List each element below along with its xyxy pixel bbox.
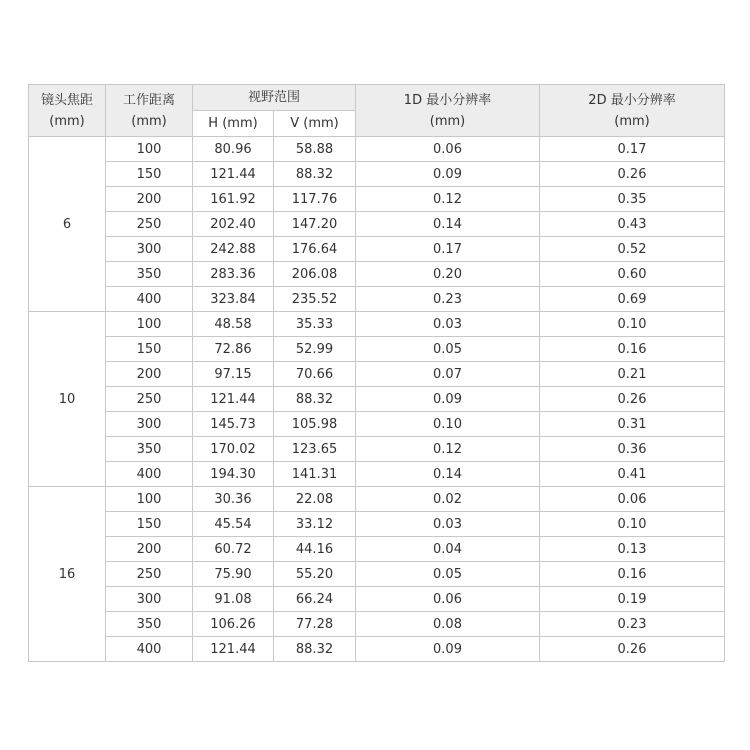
fov-h-cell: 48.58 <box>193 312 274 337</box>
header-focal-length-unit: (mm) <box>49 113 85 129</box>
res-2d-cell: 0.17 <box>540 137 725 162</box>
header-fov-vertical: V (mm) <box>274 111 356 137</box>
fov-v-cell: 35.33 <box>274 312 356 337</box>
res-1d-cell: 0.12 <box>356 437 540 462</box>
res-1d-cell: 0.14 <box>356 462 540 487</box>
fov-v-cell: 52.99 <box>274 337 356 362</box>
fov-h-cell: 170.02 <box>193 437 274 462</box>
table-row <box>29 512 725 537</box>
working-distance-cell: 400 <box>106 287 193 312</box>
fov-h-cell: 97.15 <box>193 362 274 387</box>
header-focal-length-label: 镜头焦距 <box>40 92 93 108</box>
res-1d-cell: 0.17 <box>356 237 540 262</box>
fov-h-cell: 323.84 <box>193 287 274 312</box>
fov-h-cell: 45.54 <box>193 512 274 537</box>
table-row <box>29 262 725 287</box>
table-row <box>29 387 725 412</box>
fov-v-cell: 176.64 <box>274 237 356 262</box>
res-1d-cell: 0.09 <box>356 637 540 662</box>
working-distance-cell: 300 <box>106 587 193 612</box>
header-1d-min-resolution-unit: (mm) <box>429 113 466 129</box>
header-field-of-view: 视野范围 <box>193 85 356 111</box>
fov-h-cell: 75.90 <box>193 562 274 587</box>
res-2d-cell: 0.16 <box>540 337 725 362</box>
res-1d-cell: 0.06 <box>356 587 540 612</box>
fov-h-cell: 145.73 <box>193 412 274 437</box>
fov-v-cell: 117.76 <box>274 187 356 212</box>
res-2d-cell: 0.19 <box>540 587 725 612</box>
fov-v-cell: 58.88 <box>274 137 356 162</box>
res-1d-cell: 0.05 <box>356 337 540 362</box>
focal-length-cell: 16 <box>29 487 106 662</box>
fov-h-cell: 30.36 <box>193 487 274 512</box>
table-row <box>29 612 725 637</box>
fov-h-cell: 194.30 <box>193 462 274 487</box>
header-fov-horizontal: H (mm) <box>193 111 274 137</box>
fov-v-cell: 141.31 <box>274 462 356 487</box>
table-header <box>29 85 725 137</box>
header-1d-min-resolution-label: 1D 最小分辨率 <box>403 92 492 108</box>
fov-v-cell: 33.12 <box>274 512 356 537</box>
working-distance-cell: 350 <box>106 437 193 462</box>
table-row <box>29 237 725 262</box>
table-row <box>29 487 725 512</box>
res-1d-cell: 0.03 <box>356 512 540 537</box>
fov-h-cell: 72.86 <box>193 337 274 362</box>
table-row <box>29 287 725 312</box>
working-distance-cell: 300 <box>106 412 193 437</box>
fov-v-cell: 88.32 <box>274 637 356 662</box>
fov-h-cell: 283.36 <box>193 262 274 287</box>
res-1d-cell: 0.04 <box>356 537 540 562</box>
table-row <box>29 537 725 562</box>
res-1d-cell: 0.20 <box>356 262 540 287</box>
header-working-distance <box>106 85 193 137</box>
res-2d-cell: 0.35 <box>540 187 725 212</box>
working-distance-cell: 100 <box>106 487 193 512</box>
res-2d-cell: 0.10 <box>540 512 725 537</box>
fov-v-cell: 44.16 <box>274 537 356 562</box>
table-row <box>29 362 725 387</box>
fov-h-cell: 80.96 <box>193 137 274 162</box>
res-2d-cell: 0.26 <box>540 387 725 412</box>
fov-v-cell: 22.08 <box>274 487 356 512</box>
table-row <box>29 587 725 612</box>
header-2d-min-resolution-label: 2D 最小分辨率 <box>588 92 676 108</box>
working-distance-cell: 150 <box>106 162 193 187</box>
res-2d-cell: 0.26 <box>540 637 725 662</box>
res-1d-cell: 0.10 <box>356 412 540 437</box>
res-1d-cell: 0.08 <box>356 612 540 637</box>
working-distance-cell: 400 <box>106 637 193 662</box>
working-distance-cell: 200 <box>106 362 193 387</box>
header-focal-length <box>29 85 106 137</box>
res-1d-cell: 0.02 <box>356 487 540 512</box>
res-2d-cell: 0.69 <box>540 287 725 312</box>
fov-v-cell: 77.28 <box>274 612 356 637</box>
table-row <box>29 212 725 237</box>
working-distance-cell: 250 <box>106 387 193 412</box>
fov-h-cell: 121.44 <box>193 637 274 662</box>
fov-h-cell: 121.44 <box>193 387 274 412</box>
working-distance-cell: 400 <box>106 462 193 487</box>
res-2d-cell: 0.36 <box>540 437 725 462</box>
fov-h-cell: 106.26 <box>193 612 274 637</box>
fov-v-cell: 66.24 <box>274 587 356 612</box>
res-1d-cell: 0.09 <box>356 387 540 412</box>
table-row <box>29 337 725 362</box>
fov-v-cell: 147.20 <box>274 212 356 237</box>
lens-spec-table <box>28 84 725 662</box>
working-distance-cell: 150 <box>106 512 193 537</box>
res-2d-cell: 0.06 <box>540 487 725 512</box>
header-working-distance-label: 工作距离 <box>122 92 175 108</box>
fov-v-cell: 88.32 <box>274 162 356 187</box>
fov-v-cell: 235.52 <box>274 287 356 312</box>
res-2d-cell: 0.10 <box>540 312 725 337</box>
fov-h-cell: 121.44 <box>193 162 274 187</box>
res-2d-cell: 0.26 <box>540 162 725 187</box>
res-1d-cell: 0.14 <box>356 212 540 237</box>
res-2d-cell: 0.23 <box>540 612 725 637</box>
res-2d-cell: 0.52 <box>540 237 725 262</box>
fov-h-cell: 161.92 <box>193 187 274 212</box>
working-distance-cell: 350 <box>106 612 193 637</box>
table-row <box>29 637 725 662</box>
res-1d-cell: 0.23 <box>356 287 540 312</box>
fov-h-cell: 242.88 <box>193 237 274 262</box>
working-distance-cell: 200 <box>106 187 193 212</box>
header-2d-min-resolution <box>540 85 725 137</box>
working-distance-cell: 100 <box>106 312 193 337</box>
table-row <box>29 162 725 187</box>
working-distance-cell: 200 <box>106 537 193 562</box>
fov-v-cell: 123.65 <box>274 437 356 462</box>
working-distance-cell: 250 <box>106 562 193 587</box>
working-distance-cell: 350 <box>106 262 193 287</box>
res-2d-cell: 0.13 <box>540 537 725 562</box>
res-1d-cell: 0.12 <box>356 187 540 212</box>
res-2d-cell: 0.16 <box>540 562 725 587</box>
table-row <box>29 312 725 337</box>
res-2d-cell: 0.31 <box>540 412 725 437</box>
fov-v-cell: 88.32 <box>274 387 356 412</box>
working-distance-cell: 300 <box>106 237 193 262</box>
header-2d-min-resolution-unit: (mm) <box>614 113 650 129</box>
fov-v-cell: 105.98 <box>274 412 356 437</box>
table-row <box>29 137 725 162</box>
res-1d-cell: 0.06 <box>356 137 540 162</box>
res-2d-cell: 0.41 <box>540 462 725 487</box>
header-1d-min-resolution <box>356 85 540 137</box>
working-distance-cell: 150 <box>106 337 193 362</box>
fov-h-cell: 202.40 <box>193 212 274 237</box>
res-1d-cell: 0.03 <box>356 312 540 337</box>
table-body <box>29 137 725 662</box>
res-1d-cell: 0.05 <box>356 562 540 587</box>
fov-h-cell: 91.08 <box>193 587 274 612</box>
fov-v-cell: 206.08 <box>274 262 356 287</box>
fov-h-cell: 60.72 <box>193 537 274 562</box>
fov-v-cell: 70.66 <box>274 362 356 387</box>
res-2d-cell: 0.21 <box>540 362 725 387</box>
header-working-distance-unit: (mm) <box>131 113 167 129</box>
fov-v-cell: 55.20 <box>274 562 356 587</box>
working-distance-cell: 100 <box>106 137 193 162</box>
working-distance-cell: 250 <box>106 212 193 237</box>
table-row <box>29 187 725 212</box>
table-row <box>29 562 725 587</box>
table-row <box>29 462 725 487</box>
table-row <box>29 437 725 462</box>
res-1d-cell: 0.09 <box>356 162 540 187</box>
res-1d-cell: 0.07 <box>356 362 540 387</box>
res-2d-cell: 0.60 <box>540 262 725 287</box>
focal-length-cell: 10 <box>29 312 106 487</box>
focal-length-cell: 6 <box>29 137 106 312</box>
res-2d-cell: 0.43 <box>540 212 725 237</box>
table-row <box>29 412 725 437</box>
